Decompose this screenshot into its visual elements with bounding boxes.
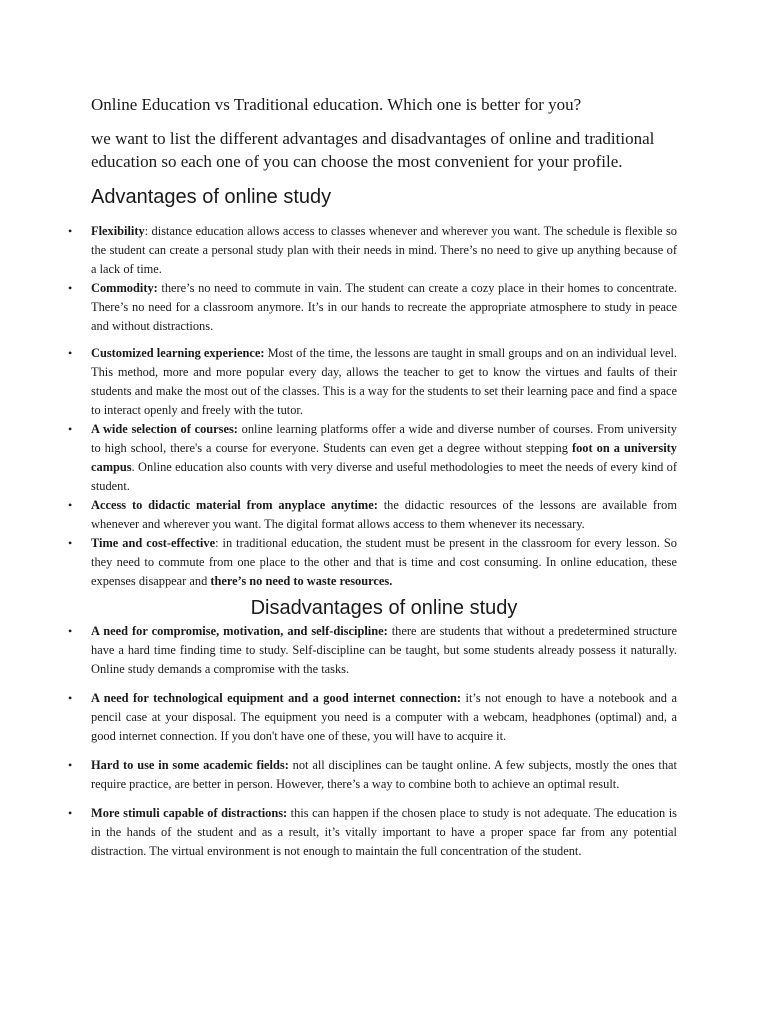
item-text: not all disciplines can be taught online. A few subjects, mostly the ones that require practice, are better in person. However, there’s a way to combine both to achieve an optimal result. [91, 758, 677, 791]
bullet: • [68, 346, 73, 360]
item-text: online learning platforms offer a wide and diverse number of courses. From university to high school, there's a course for everyone. Students can even get a degree without stepping [91, 422, 678, 455]
item-text-continued: . Online education also counts with very diverse and useful methodologies to meet the needs of every kind of student. [91, 460, 677, 493]
item-text: : in traditional education, the student must be present in the classroom for every lesson. So they need to commute from one place to the other and that is time and cost consuming. In online education, these expenses disappear and [91, 536, 678, 588]
advantages-list [68, 222, 678, 591]
list-item [68, 622, 677, 679]
item-term: Customized learning experience: [91, 346, 265, 360]
list-item [68, 222, 677, 279]
item-term: Time and cost-effective [91, 536, 216, 550]
item-term: Commodity: [91, 281, 158, 295]
intro-paragraph: we want to list the different advantages and disadvantages of online and traditional education so each one of you can choose the most convenient for your profile. [91, 129, 655, 171]
bullet: • [68, 498, 73, 512]
item-emphasis: there’s no need to waste resources. [210, 574, 393, 588]
bullet: • [68, 624, 73, 638]
advantages-heading: Advantages of online study [91, 186, 332, 208]
list-item [68, 689, 677, 746]
disadvantages-heading: Disadvantages of online study [250, 597, 518, 619]
disadvantages-list [68, 622, 677, 861]
list-item [68, 804, 677, 861]
item-text: : distance education allows access to classes whenever and wherever you want. The schedule is flexible so the student can create a personal study plan with their needs in mind. There’s no need to give up anything because of a lack of time. [91, 224, 677, 276]
item-text: it’s not enough to have a notebook and a pencil case at your disposal. The equipment you need is a computer with a webcam, headphones (optimal) and, a good internet connection. If you don't have one of these, you will have to acquire it. [91, 691, 677, 743]
list-item [68, 420, 678, 496]
item-text: Most of the time, the lessons are taught in small groups and on an individual level. This method, more and more popular every day, allows the teacher to get to know the virtues and faults of their students and make the most out of the classes. This is a way for the students to set their learning pace and find a space to interact openly and freely with the tutor. [91, 346, 677, 417]
item-term: A need for compromise, motivation, and self-discipline: [91, 624, 388, 638]
item-term: Flexibility [91, 224, 145, 238]
bullet: • [68, 422, 73, 436]
item-term: More stimuli capable of distractions: [91, 806, 288, 820]
item-term: A wide selection of courses: [91, 422, 238, 436]
document-title: Online Education vs Traditional education. Which one is better for you? [91, 95, 582, 114]
bullet: • [68, 806, 73, 820]
item-term: A need for technological equipment and a good internet connection: [91, 691, 461, 705]
list-item [68, 344, 677, 420]
item-text: there are students that without a predetermined structure have a hard time finding time to study. Self-discipline can be taught, but some students already possess it naturally. Online study demands a compromise with the tasks. [91, 624, 677, 676]
bullet: • [68, 758, 73, 772]
bullet: • [68, 224, 73, 238]
item-text: this can happen if the chosen place to study is not adequate. The education is in the hands of the student and as a result, it’s vitally important to have a proper space far from any potential distraction. The virtual environment is not enough to maintain the full concentration of the student. [91, 806, 677, 858]
bullet: • [68, 281, 73, 295]
list-item [68, 756, 677, 794]
item-emphasis: foot on a university campus [91, 441, 677, 474]
bullet: • [68, 536, 73, 550]
item-text: there’s no need to commute in vain. The student can create a cozy place in their homes to concentrate. There’s no need for a classroom anymore. It’s in our hands to recreate the appropriate atmosphere to study in peace and without distractions. [91, 281, 677, 333]
list-item [68, 279, 677, 336]
item-term: Access to didactic material from anyplace anytime: [91, 498, 378, 512]
item-text: the didactic resources of the lessons are available from whenever and wherever you want. The digital format allows access to them whenever its necessary. [91, 498, 677, 531]
list-item [68, 496, 677, 534]
list-item [68, 534, 678, 591]
bullet: • [68, 691, 73, 705]
item-term: Hard to use in some academic fields: [91, 758, 289, 772]
